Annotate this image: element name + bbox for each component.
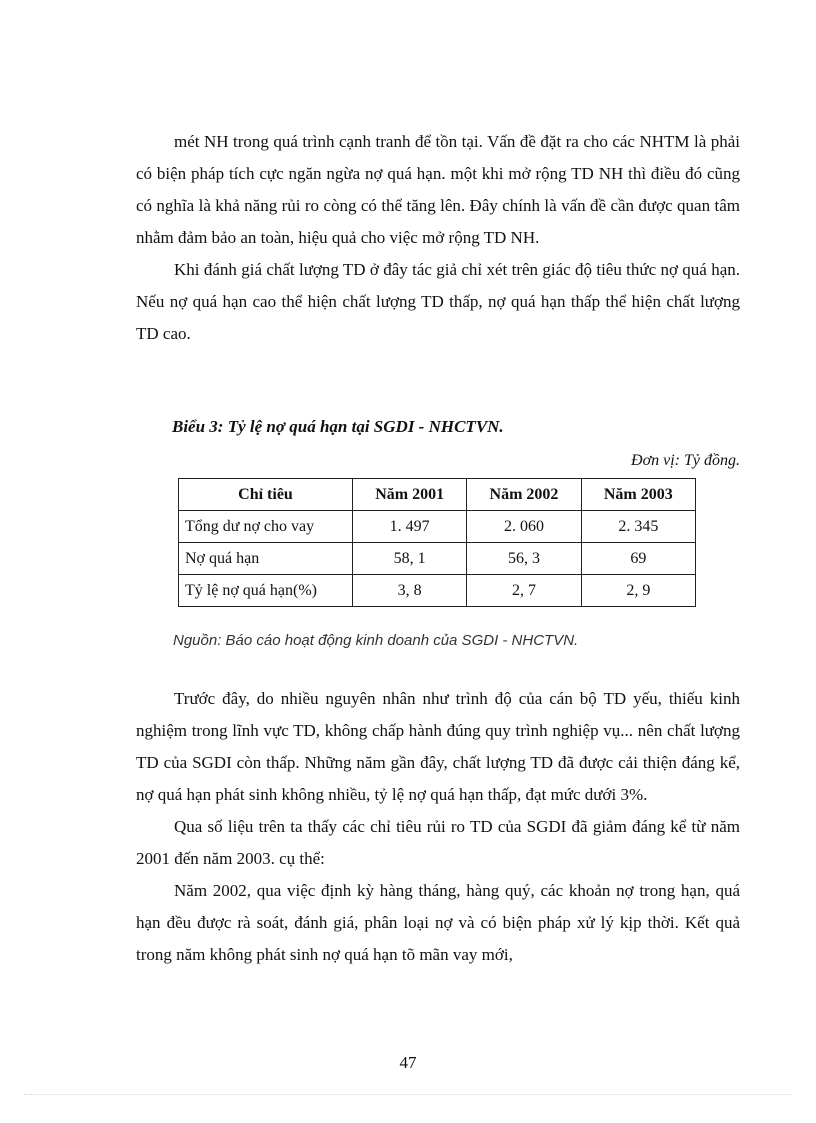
- row-label: Nợ quá hạn: [179, 543, 353, 575]
- cell-value: 2. 345: [581, 511, 695, 543]
- table-row: [179, 511, 696, 543]
- top-text-block: [136, 126, 740, 350]
- source-note: Nguồn: Báo cáo hoạt động kinh doanh của SGDI - NHCTVN.: [173, 632, 579, 649]
- cell-value: 1. 497: [353, 511, 467, 543]
- cell-value: 56, 3: [467, 543, 581, 575]
- header-year-2003: Năm 2003: [581, 479, 695, 511]
- table-row: [179, 575, 696, 607]
- cell-value: 58, 1: [353, 543, 467, 575]
- paragraph-1: mét NH trong quá trình cạnh tranh để tồn tại. Vấn đề đặt ra cho các NHTM là phải có biện pháp tích cực ngăn ngừa nợ quá hạn. một khi mở rộng TD NH thì điều đó cũng có nghĩa là khả năng rủi ro còng có thể tăng lên. Đây chính là vấn đề cần được quan tâm nhằm đảm bảo an toàn, hiệu quả cho việc mở rộng TD NH.: [136, 132, 740, 247]
- row-label: Tỷ lệ nợ quá hạn(%): [179, 575, 353, 607]
- cell-value: 2, 9: [581, 575, 695, 607]
- unit-note: Đơn vị: Tỷ đồng.: [631, 452, 740, 469]
- table-caption: Biểu 3: Tỷ lệ nợ quá hạn tại SGDI - NHCTVN.: [172, 417, 504, 436]
- header-year-2001: Năm 2001: [353, 479, 467, 511]
- page-bottom-divider: [24, 1094, 792, 1095]
- cell-value: 3, 8: [353, 575, 467, 607]
- page-number: 47: [399, 1053, 417, 1072]
- bottom-text-block: [136, 683, 740, 971]
- paragraph-3: Trước đây, do nhiều nguyên nhân như trình độ của cán bộ TD yếu, thiếu kinh nghiệm trong lĩnh vực TD, không chấp hành đúng quy trình nghiệp vụ... nên chất lượng TD của SGDI còn thấp. Những năm gần đây, chất lượng TD đã được cải thiện đáng kể, nợ quá hạn phát sinh không nhiều, tỷ lệ nợ quá hạn thấp, đạt mức dưới 3%.: [136, 689, 740, 804]
- table-header-row: [179, 479, 696, 511]
- cell-value: 69: [581, 543, 695, 575]
- cell-value: 2. 060: [467, 511, 581, 543]
- header-indicator: Chỉ tiêu: [179, 479, 353, 511]
- paragraph-4: Qua số liệu trên ta thấy các chỉ tiêu rủi ro TD của SGDI đã giảm đáng kể từ năm 2001 đến năm 2003. cụ thể:: [136, 817, 740, 868]
- cell-value: 2, 7: [467, 575, 581, 607]
- header-year-2002: Năm 2002: [467, 479, 581, 511]
- paragraph-5: Năm 2002, qua việc định kỳ hàng tháng, hàng quý, các khoản nợ trong hạn, quá hạn đều được rà soát, đánh giá, phân loại nợ và có biện pháp xử lý kịp thời. Kết quả trong năm không phát sinh nợ quá hạn tõ mãn vay mới,: [136, 881, 740, 964]
- table-row: [179, 543, 696, 575]
- overdue-debt-table: [178, 478, 696, 607]
- paragraph-2: Khi đánh giá chất lượng TD ở đây tác giả chỉ xét trên giác độ tiêu thức nợ quá hạn. Nếu nợ quá hạn cao thể hiện chất lượng TD thấp, nợ quá hạn thấp thể hiện chất lượng TD cao.: [136, 260, 740, 343]
- row-label: Tổng dư nợ cho vay: [179, 511, 353, 543]
